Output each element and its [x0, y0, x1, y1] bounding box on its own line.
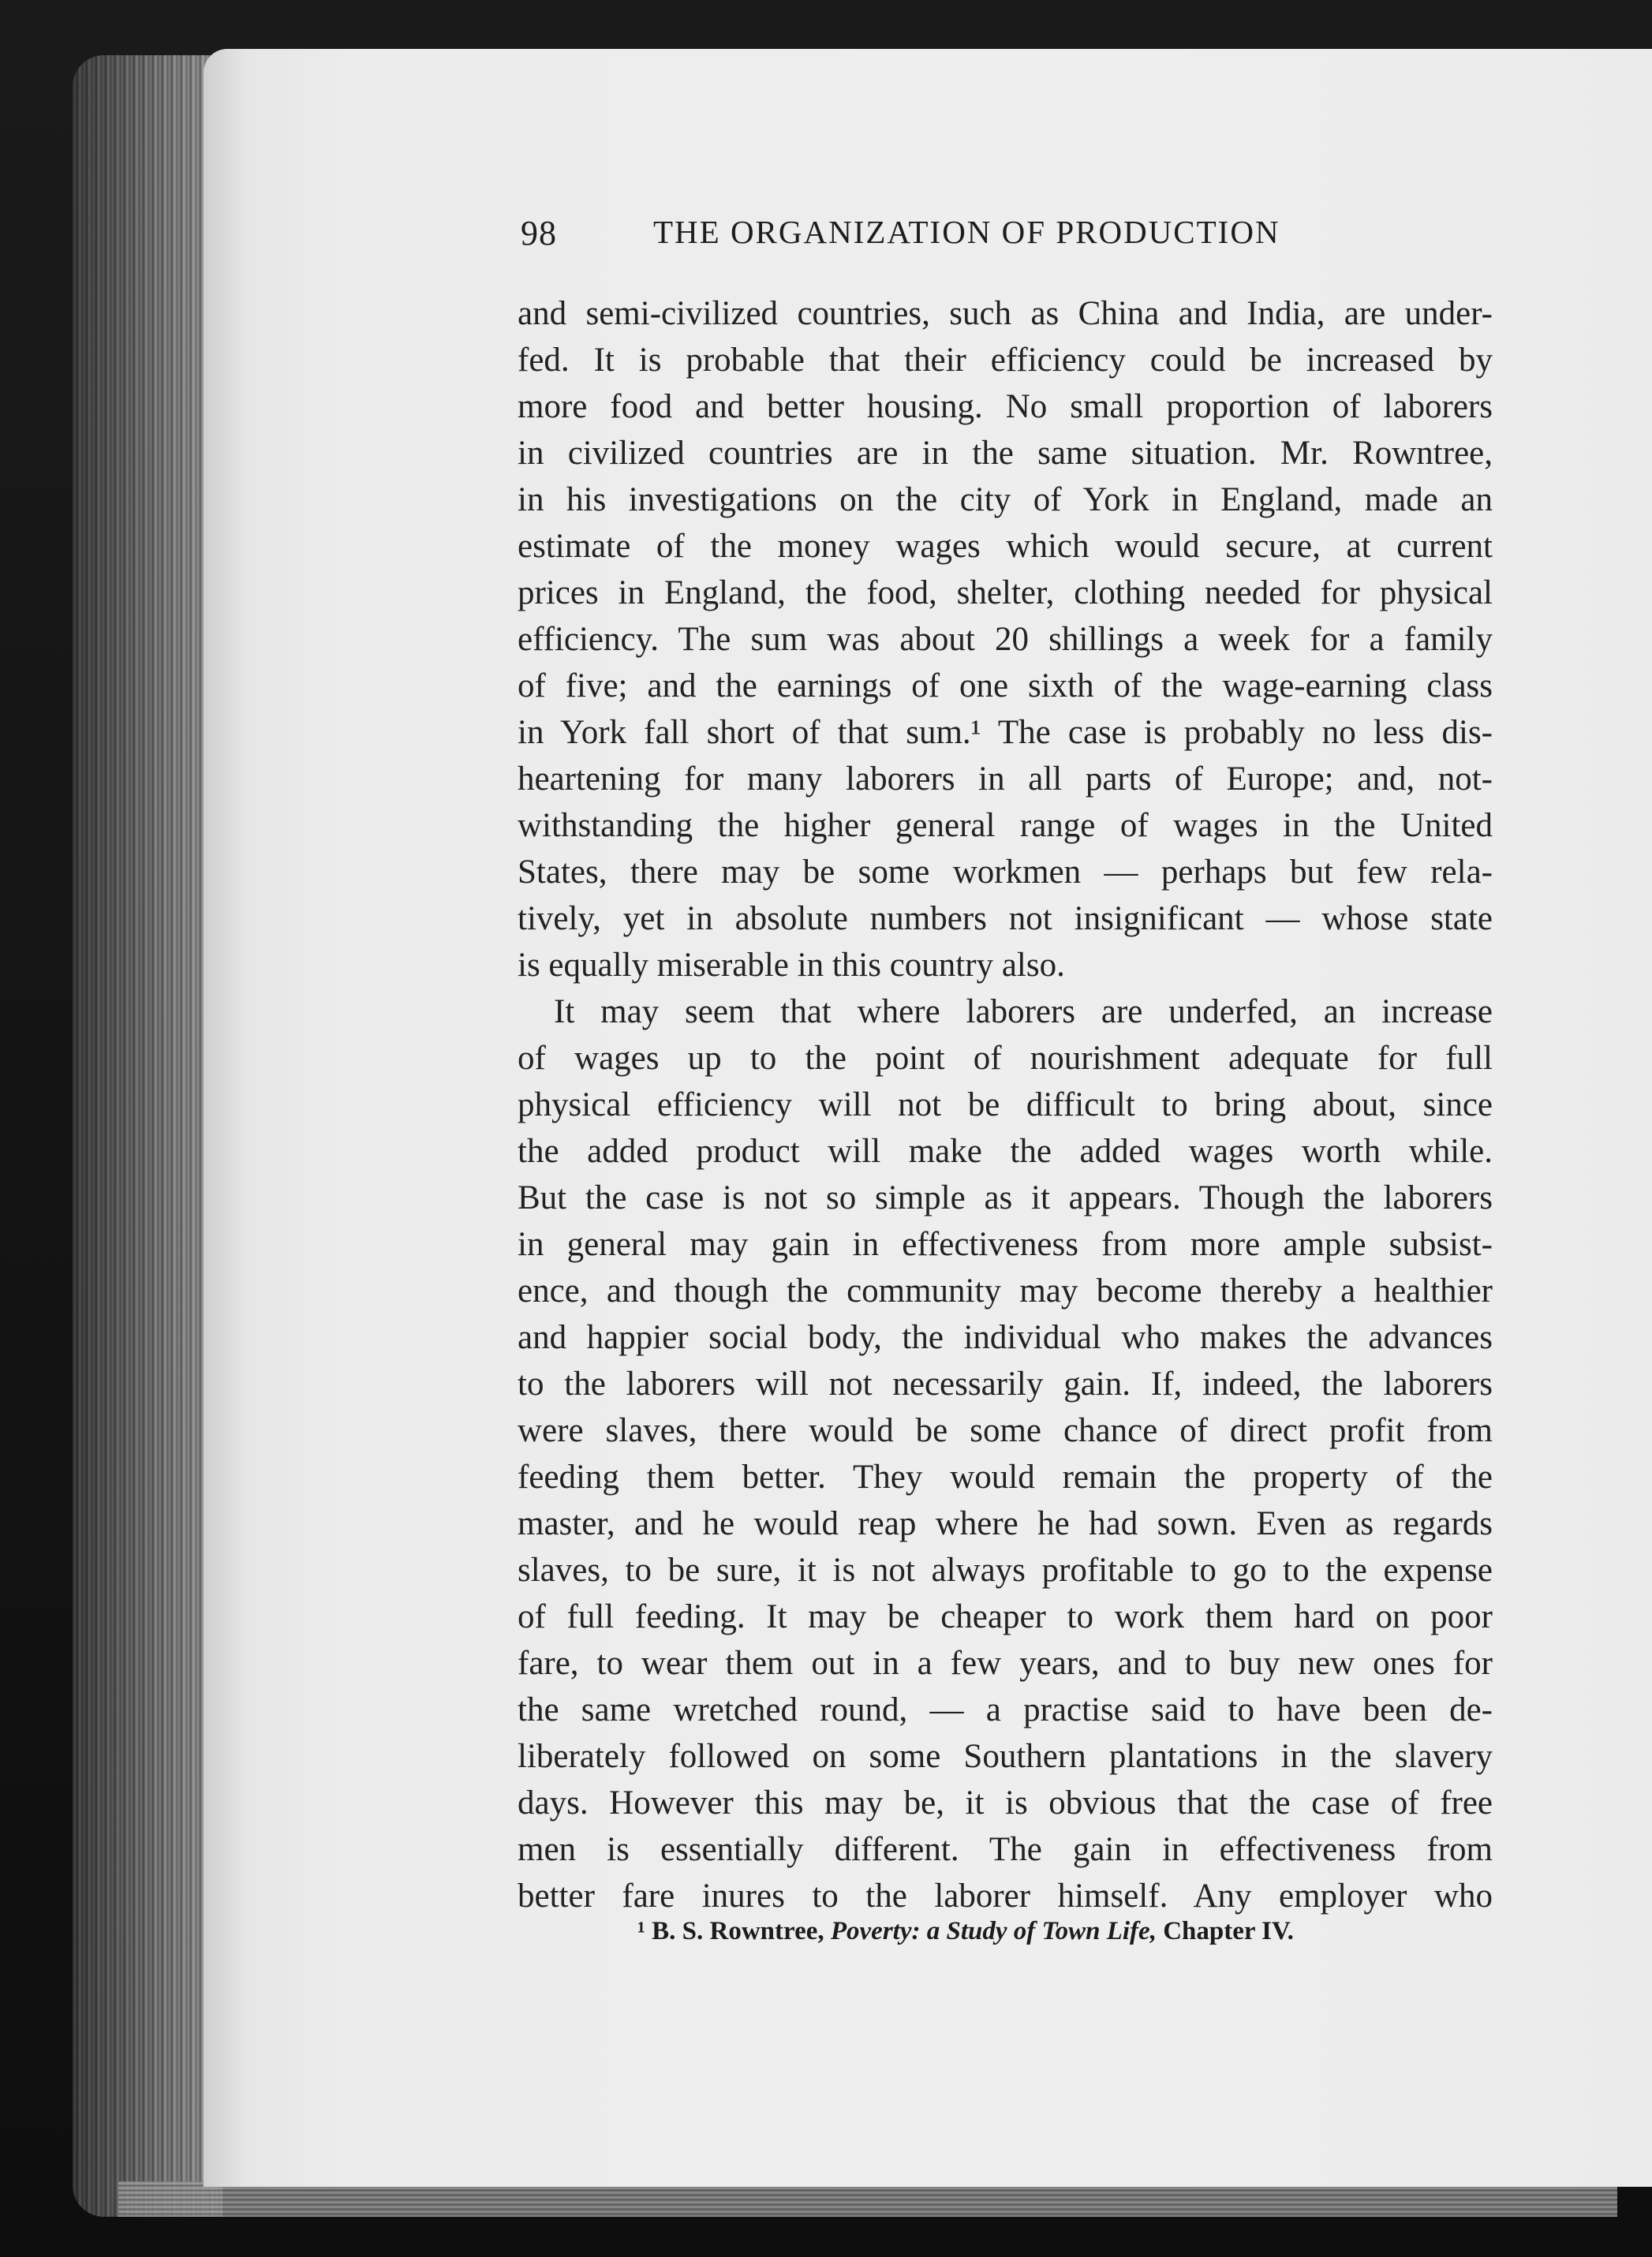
footnote-author: B. S. Rowntree,	[652, 1917, 824, 1945]
text-line: of full feeding. It may be cheaper to work them hard on poor	[518, 1598, 1493, 1635]
text-line: days. However this may be, it is obvious that the case of free	[518, 1784, 1493, 1822]
page-edges	[73, 55, 222, 2217]
text-line: the same wretched round, — a practise said to have been de-	[518, 1691, 1493, 1728]
text-line: in York fall short of that sum.¹ The case is probably no less dis-	[518, 714, 1493, 751]
text-line: efficiency. The sum was about 20 shillings a week for a family	[518, 621, 1493, 658]
running-title: THE ORGANIZATION OF PRODUCTION	[653, 214, 1280, 250]
text-line: more food and better housing. No small proportion of laborers	[518, 388, 1493, 425]
text-line: in general may gain in effectiveness from more ample subsist-	[518, 1226, 1493, 1263]
text-line: tively, yet in absolute numbers not insignificant — whose state	[518, 900, 1493, 937]
footnote-marker: ¹	[637, 1917, 645, 1945]
text-line: It may seem that where laborers are underfed, an increase	[554, 993, 1493, 1030]
text-line: ence, and though the community may become thereby a healthier	[518, 1272, 1493, 1310]
text-line: to the laborers will not necessarily gain. If, indeed, the laborers	[518, 1366, 1493, 1403]
page-number: 98	[521, 214, 557, 252]
text-line: in civilized countries are in the same situation. Mr. Rowntree,	[518, 435, 1493, 472]
text-line: prices in England, the food, shelter, clothing needed for physical	[518, 574, 1493, 611]
text-line: and happier social body, the individual who makes the advances	[518, 1319, 1493, 1356]
text-line: feeding them better. They would remain the property of the	[518, 1459, 1493, 1496]
footnote-location: Chapter IV.	[1163, 1917, 1294, 1945]
paragraph-1	[518, 290, 1493, 988]
text-line: slaves, to be sure, it is not always profitable to go to the expense	[518, 1552, 1493, 1589]
paragraph-2	[518, 988, 1493, 1919]
text-line: master, and he would reap where he had sown. Even as regards	[518, 1505, 1493, 1542]
text-line: States, there may be some workmen — perhaps but few rela-	[518, 854, 1493, 891]
text-line: liberately followed on some Southern plantations in the slavery	[518, 1738, 1493, 1775]
text-line: in his investigations on the city of York in England, made an	[518, 481, 1493, 518]
body-text	[518, 290, 1493, 1919]
text-line: physical efficiency will not be difficult to bring about, since	[518, 1086, 1493, 1123]
footnote	[637, 1917, 1505, 1946]
text-line: is equally miserable in this country also.	[518, 947, 1065, 984]
text-line: men is essentially different. The gain in effectiveness from	[518, 1831, 1493, 1868]
running-head	[521, 213, 1357, 260]
text-line: But the case is not so simple as it appears. Though the laborers	[518, 1179, 1493, 1216]
text-line: were slaves, there would be some chance of direct profit from	[518, 1412, 1493, 1449]
text-line: withstanding the higher general range of wages in the United	[518, 807, 1493, 844]
text-line: fare, to wear them out in a few years, and to buy new ones for	[518, 1645, 1493, 1682]
text-line: of five; and the earnings of one sixth of the wage-earning class	[518, 667, 1493, 704]
text-line: the added product will make the added wages worth while.	[518, 1133, 1493, 1170]
text-line: and semi-civilized countries, such as China and India, are under-	[518, 295, 1493, 332]
footnote-work-title: Poverty: a Study of Town Life,	[830, 1917, 1157, 1945]
text-line: estimate of the money wages which would secure, at current	[518, 528, 1493, 565]
text-line: heartening for many laborers in all parts of Europe; and, not-	[518, 760, 1493, 798]
text-line: of wages up to the point of nourishment adequate for full	[518, 1040, 1493, 1077]
text-line: better fare inures to the laborer himself. Any employer who	[518, 1878, 1493, 1915]
text-line: fed. It is probable that their efficiency could be increased by	[518, 342, 1493, 379]
